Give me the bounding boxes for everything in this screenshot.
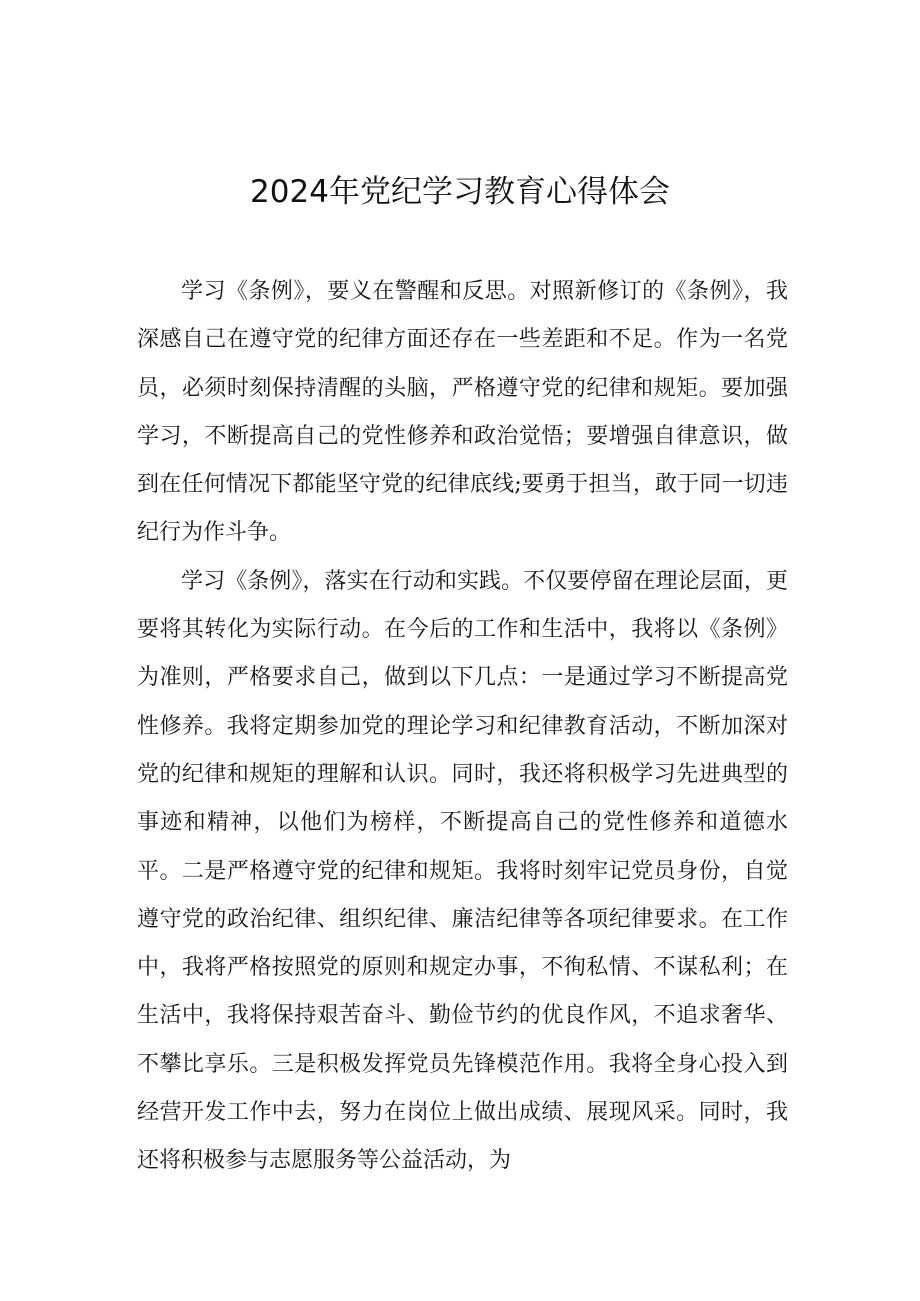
- paragraph-2: 学习《条例》，落实在行动和实践。不仅要停留在理论层面，更要将其转化为实际行动。在今后的工作和生活中，我将以《条例》为准则，严格要求自己，做到以下几点：一是通过学习不断提高党性修养。我将定期参加党的理论学习和纪律教育活动，不断加深对党的纪律和规矩的理解和认识。同时，我还将积极学习先进典型的事迹和精神，以他们为榜样，不断提高自己的党性修养和道德水平。二是严格遵守党的纪律和规矩。我将时刻牢记党员身份，自觉遵守党的政治纪律、组织纪律、廉洁纪律等各项纪律要求。在工作中，我将严格按照党的原则和规定办事，不徇私情、不谋私利；在生活中，我将保持艰苦奋斗、勤俭节约的优良作风，不追求奢华、不攀比享乐。三是积极发挥党员先锋模范作用。我将全身心投入到经营开发工作中去，努力在岗位上做出成绩、展现风采。同时，我还将积极参与志愿服务等公益活动，为: [137, 568, 788, 1174]
- document-body: [137, 268, 788, 1186]
- document-title: 2024年党纪学习教育心得体会: [250, 174, 670, 210]
- paragraph-1: 学习《条例》，要义在警醒和反思。对照新修订的《条例》，我深感自己在遵守党的纪律方面还存在一些差距和不足。作为一名党员，必须时刻保持清醒的头脑，严格遵守党的纪律和规矩。要加强学习，不断提高自己的党性修养和政治觉悟；要增强自律意识，做到在任何情况下都能坚守党的纪律底线;要勇于担当，敢于同一切违纪行为作斗争。: [137, 279, 788, 546]
